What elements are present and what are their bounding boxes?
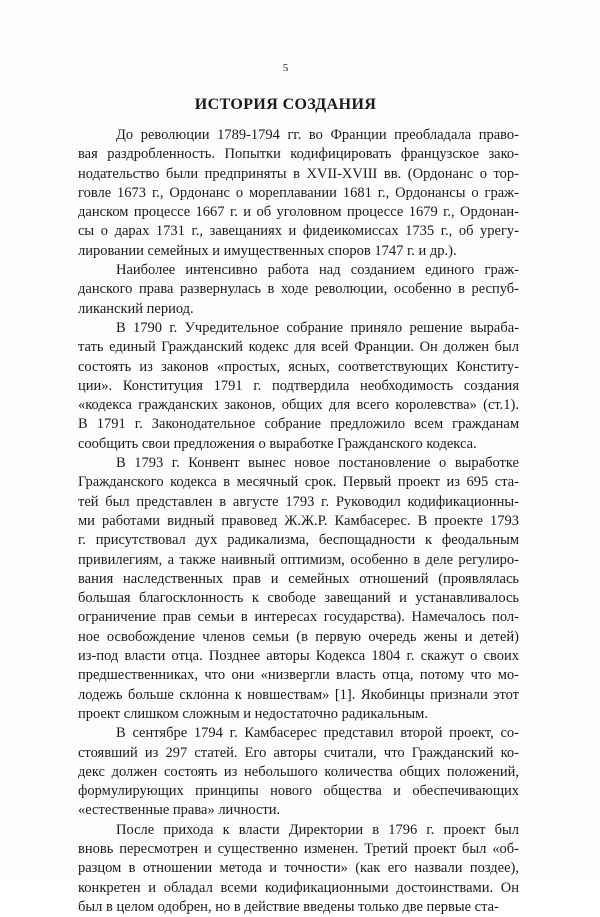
text-line: ограничение прав семьи в интересах государства). Намечалось пол- <box>78 609 519 626</box>
text-line: ми работами видный правовед Ж.Ж.Р. Камбасерес. В проекте 1793 <box>78 512 519 529</box>
text-line: вания наследственных прав и семейных отношений (проявлялась <box>78 570 519 587</box>
text-line: г. присутствовал дух радикализма, беспощадности к феодальным <box>78 532 519 549</box>
text-line: данского права развернулась в ходе революции, особенно в респуб- <box>78 281 519 298</box>
paragraph <box>78 126 519 261</box>
text-line: лировании семейных и имущественных споров 1747 г. и др.). <box>78 242 457 259</box>
text-line: декс должен состоять из небольшого количества общих положений, <box>78 763 519 780</box>
paragraph <box>78 261 519 319</box>
text-line: вновь пересмотрен и существенно изменен. Третий проект был «об- <box>78 840 519 857</box>
text-line: формулирующих принципы нового общества и обеспечивающих <box>78 783 519 800</box>
text-line: разцом в отношении метода и точности» (как его назвали поздее), <box>78 860 519 877</box>
text-line: «естественные права» личности. <box>78 802 281 819</box>
text-line: состоять из законов «простых, ясных, соответствующих Конститу- <box>78 358 519 375</box>
body-text <box>78 126 519 917</box>
text-line: говле 1673 г., Ордонанс о мореплавании 1681 г., Ордонансы о граж- <box>78 184 519 201</box>
text-line: из-под власти отца. Позднее авторы Кодекса 1804 г. скажут о своих <box>78 648 519 665</box>
text-line: лодежь больше склонна к новшествам» [1]. Якобинцы признали этот <box>78 686 519 703</box>
paragraph <box>78 454 519 724</box>
text-line: Гражданского кодекса в месячный срок. Первый проект из 695 ста- <box>78 474 519 491</box>
paragraph <box>78 821 519 917</box>
text-line: данском процессе 1667 г. и об уголовном процессе 1679 г., Ордонан- <box>78 204 519 221</box>
text-line: В сентябре 1794 г. Камбасерес представил второй проект, со- <box>116 725 519 742</box>
paragraph <box>78 724 519 820</box>
text-line: тей был представлен в августе 1793 г. Руководил кодификационны- <box>78 493 519 510</box>
text-line: предшественниках, что они «низвергли власть отца, потому что мо- <box>78 667 519 684</box>
text-line: нодательство были предприняты в XVII-XVIII вв. (Ордонанс о тор- <box>78 165 519 182</box>
text-line: конкретен и обладал всеми кодификационными достоинствами. Он <box>78 879 519 896</box>
text-line: ции». Конституция 1791 г. подтвердила необходимость создания <box>78 377 519 394</box>
text-line: «кодекса гражданских законов, общих для всего королевства» (ст.1). <box>78 397 519 414</box>
text-line: В 1790 г. Учредительное собрание приняло решение выраба- <box>116 319 519 336</box>
text-line: тать единый Гражданский кодекс для всей Франции. Он должен был <box>78 339 519 356</box>
paragraph <box>78 319 519 454</box>
text-line: стоявший из 297 статей. Его авторы считали, что Гражданский ко- <box>78 744 519 761</box>
text-line: После прихода к власти Директории в 1796 г. проект был <box>116 821 519 838</box>
text-line: ное освобождение членов семьи (в первую очередь жены и детей) <box>78 628 519 645</box>
text-line: В 1793 г. Конвент вынес новое постановление о выработке <box>116 455 519 472</box>
text-line: привилегиям, а также наивный оптимизм, особенно в деле регулиро- <box>78 551 519 568</box>
text-line: Наиболее интенсивно работа над созданием единого граж- <box>116 262 519 279</box>
text-line: ликанский период. <box>78 300 194 317</box>
page-number: 5 <box>282 62 289 74</box>
text-line: вая раздробленность. Попытки кодифицировать французское зако- <box>78 146 519 163</box>
text-line: большая благосклонность к свободе завещаний и устанавливалось <box>78 590 519 607</box>
text-line: В 1791 г. Законодательное собрание предложило всем гражданам <box>78 416 519 433</box>
text-line: До революции 1789-1794 гг. во Франции преобладала право- <box>116 127 519 143</box>
page-title: ИСТОРИЯ СОЗДАНИЯ <box>194 96 377 113</box>
text-line: сы о дарах 1731 г., завещаниях и фидеикомиссах 1735 г., об урегу- <box>78 223 519 240</box>
text-line: сообщить свои предложения о выработке Гражданского кодекса. <box>78 435 477 452</box>
text-line: проект слишком сложным и недостаточно радикальным. <box>78 705 428 722</box>
text-line: был в целом одобрен, но в действие введены только две первые ста- <box>78 898 499 915</box>
